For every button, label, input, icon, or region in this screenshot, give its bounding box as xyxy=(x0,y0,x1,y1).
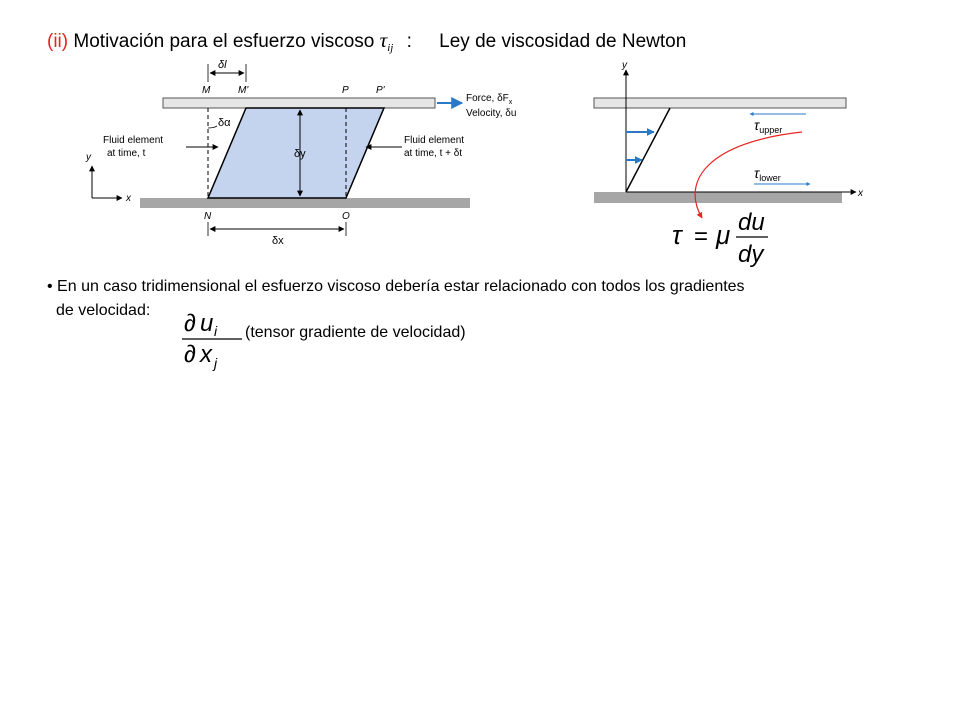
label-N: N xyxy=(204,211,212,222)
bullet-line-2: de velocidad: xyxy=(56,302,151,319)
bottom-plate xyxy=(140,198,470,208)
title-tau-subscript: ij xyxy=(387,42,394,54)
fluid-element-diagram xyxy=(0,0,560,250)
right-axis-x-label: x xyxy=(858,188,863,199)
label-dx: δx xyxy=(272,235,284,247)
right-axis-y-label: y xyxy=(622,60,627,71)
grad-den-var: x xyxy=(200,341,212,368)
label-fluid-right-2: at time, t + δt xyxy=(404,148,463,159)
label-P: P xyxy=(342,85,349,96)
left-axis-y-label: y xyxy=(86,152,91,163)
eq-tau: τ xyxy=(672,220,682,250)
velocity-profile-diagram xyxy=(560,50,880,220)
eq-denominator: dy xyxy=(738,241,764,268)
eq-equals: = xyxy=(694,223,709,250)
label-fluid-left-2: at time, t xyxy=(107,148,146,159)
right-bottom-plate xyxy=(594,192,842,203)
label-Pp: P' xyxy=(376,85,385,96)
grad-den-partial: ∂ xyxy=(184,341,196,368)
grad-num-sub: i xyxy=(214,323,218,339)
section-number: (ii) xyxy=(47,31,69,52)
tau-lower-label: $\tau_{lower}$ xyxy=(754,165,781,183)
label-dy: δy xyxy=(294,148,306,160)
tensor-label: (tensor gradiente de velocidad) xyxy=(245,324,466,341)
title-motivation: Motivación para el esfuerzo viscoso xyxy=(73,31,375,52)
velocity-profile-line xyxy=(626,108,670,192)
left-axis-x-label: x xyxy=(126,193,131,204)
label-fluid-right-1: Fluid element xyxy=(404,135,465,146)
grad-num-var: u xyxy=(200,310,214,337)
bullet-line-1: • En un caso tridimensional el esfuerzo viscoso debería estar relacionado con todos los gradientes xyxy=(47,278,745,295)
label-O: O xyxy=(342,211,350,222)
eq-mu: μ xyxy=(716,220,731,250)
label-fluid-left-1: Fluid element xyxy=(103,135,164,146)
eq-numerator: du xyxy=(738,209,765,236)
grad-den-sub: j xyxy=(214,355,218,371)
label-force: Force, $\delta F_x$ xyxy=(466,93,513,106)
grad-num-partial: ∂ xyxy=(184,310,196,337)
title-tau-symbol: τ xyxy=(379,28,388,52)
label-dalpha: δα xyxy=(218,117,231,129)
velocity-gradient-fraction xyxy=(180,306,250,372)
label-dl: δl xyxy=(218,59,227,71)
label-velocity: Velocity, δu xyxy=(466,108,517,119)
top-plate xyxy=(163,98,435,108)
newton-viscosity-equation xyxy=(668,204,778,268)
right-top-plate xyxy=(594,98,846,108)
title-law: Ley de viscosidad de Newton xyxy=(439,31,687,52)
label-M: M xyxy=(202,85,211,96)
title-colon: : xyxy=(406,31,412,52)
label-Mp: M' xyxy=(238,85,249,96)
tau-upper-label: $\tau_{upper}$ xyxy=(754,117,783,135)
